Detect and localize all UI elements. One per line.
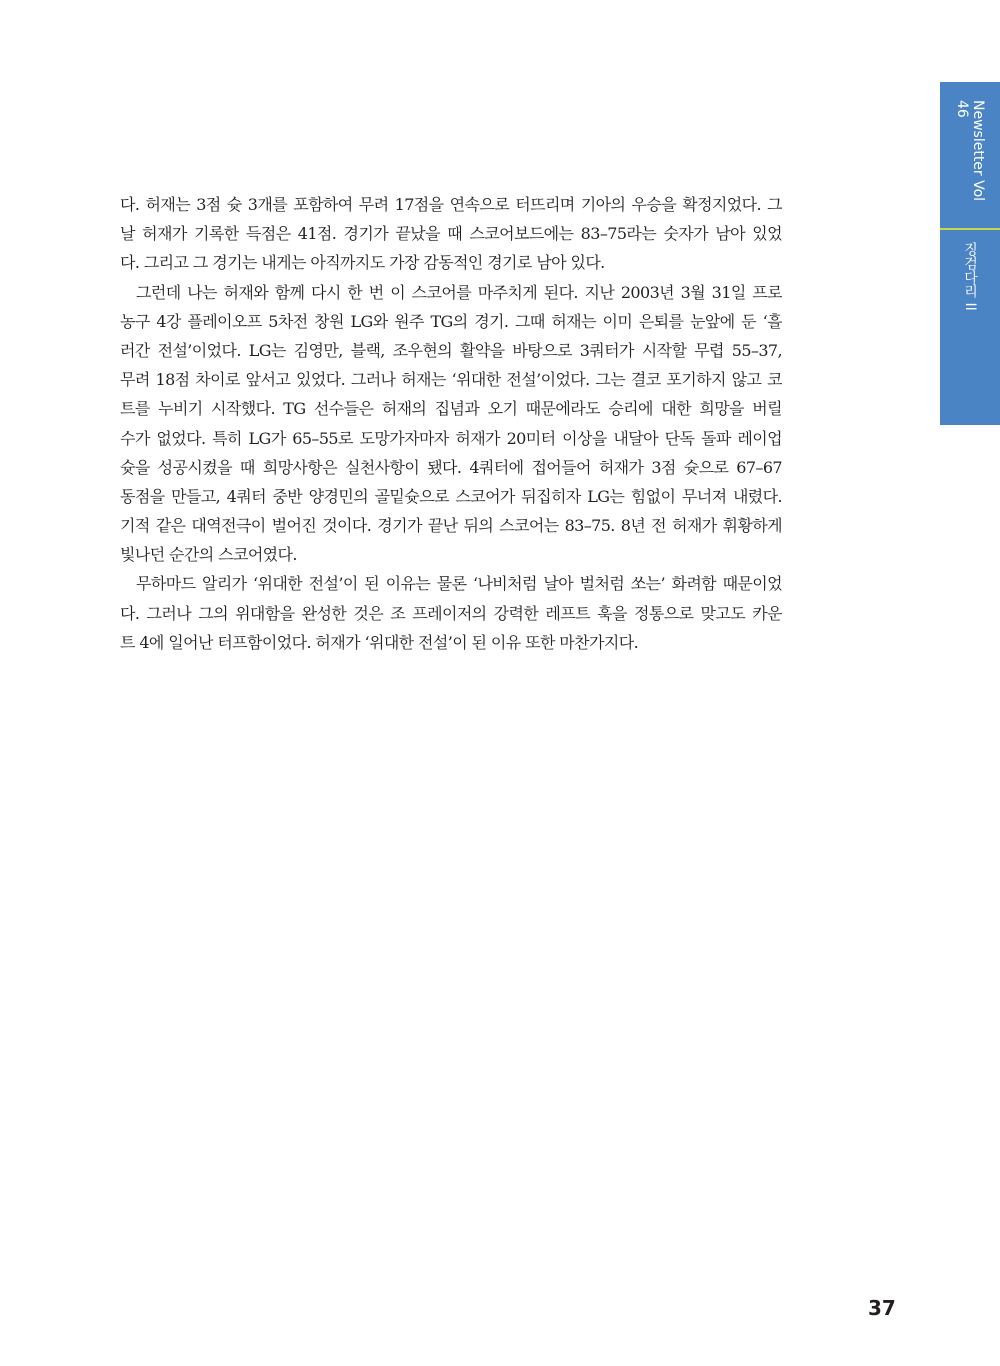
text-line: 다. 그러나 그의 위대함을 완성한 것은 조 프레이저의 강력한 레프트 훅을 정통으로 맞고도 카운 [120,603,782,623]
text-line: 러간 전설’이었다. LG는 김영만, 블랙, 조우현의 활약을 바탕으로 3쿼터가 시작할 무렵 55–37, [120,340,782,360]
text-line: 농구 4강 플레이오프 5차전 창원 LG와 원주 TG의 경기. 그때 허재는 이미 은퇴를 눈앞에 둔 ‘흘 [120,311,782,331]
text-line: 그런데 나는 허재와 함께 다시 한 번 이 스코어를 마주치게 된다. 지난 2003년 3월 31일 프로 [136,282,782,302]
section-title-label: 징검다리 II [962,242,978,311]
text-line: 무려 18점 차이로 앞서고 있었다. 그러나 허재는 ‘위대한 전설’이었다. 그는 결코 포기하지 않고 코 [120,370,782,390]
section-side-tab [940,82,1000,425]
text-line: 빛나던 순간의 스코어였다. [120,545,297,565]
text-line: 슛을 성공시켰을 때 희망사항은 실천사항이 됐다. 4쿼터에 접어들어 허재가 3점 슛으로 67–67 [120,457,782,477]
text-line: 무하마드 알리가 ‘위대한 전설’이 된 이유는 물론 ‘나비처럼 날아 벌처럼 쏘는’ 화려함 때문이었 [136,574,782,594]
text-line: 트를 누비기 시작했다. TG 선수들은 허재의 집념과 오기 때문에라도 승리에 대한 희망을 버릴 [120,399,782,419]
text-line: 트 4에 일어난 터프함이었다. 허재가 ‘위대한 전설’이 된 이유 또한 마찬가지다. [120,632,639,652]
newsletter-volume-label: Newsletter Vol 46 [954,100,986,202]
tab-divider [940,228,1000,230]
page-number: 37 [868,1296,896,1320]
text-line: 다. 허재는 3점 슛 3개를 포함하여 무려 17점을 연속으로 터뜨리며 기아의 우승을 확정지었다. 그 [120,195,782,214]
text-line: 수가 없었다. 특히 LG가 65–55로 도망가자마자 허재가 20미터 이상을 내달아 단독 돌파 레이업 [120,428,782,448]
text-line: 기적 같은 대역전극이 벌어진 것이다. 경기가 끝난 뒤의 스코어는 83–75. 8년 전 허재가 휘황하게 [120,516,782,536]
text-line: 다. 그리고 그 경기는 내게는 아직까지도 가장 감동적인 경기로 남아 있다. [120,253,605,273]
text-line: 날 허재가 기록한 득점은 41점. 경기가 끝났을 때 스코어보드에는 83–75라는 숫자가 남아 있었 [120,224,782,244]
article-body [120,190,782,657]
text-line: 동점을 만들고, 4쿼터 중반 양경민의 골밑슛으로 스코어가 뒤집히자 LG는 힘없이 무너져 내렸다. [120,486,782,506]
